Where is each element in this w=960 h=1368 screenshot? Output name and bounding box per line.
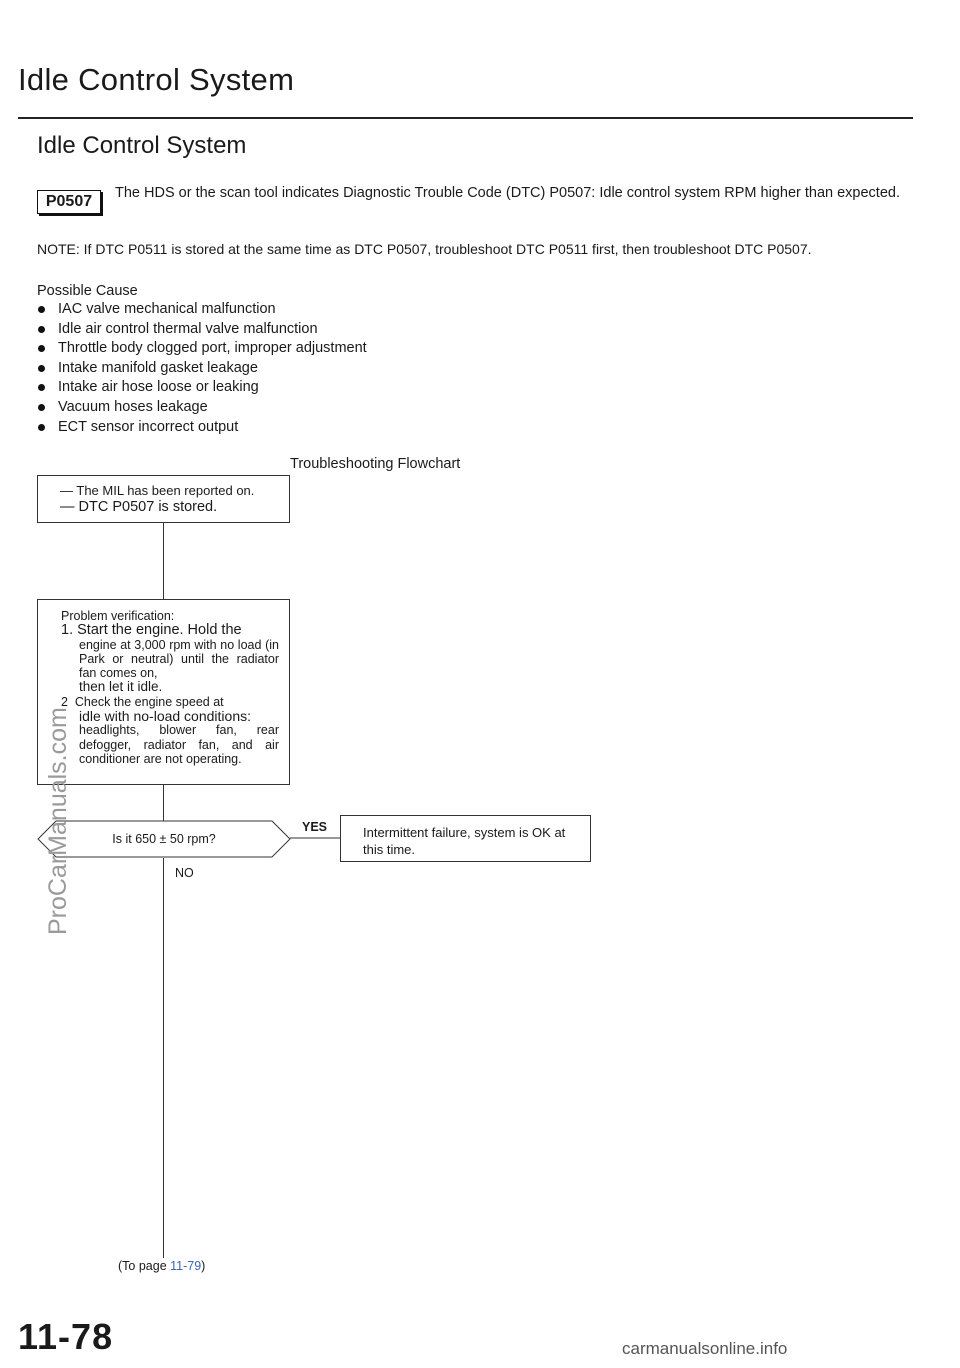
list-item: Intake manifold gasket leakage bbox=[37, 359, 367, 379]
intermittent-failure-text: Intermittent failure, system is OK at this time. bbox=[363, 825, 566, 857]
list-item: Idle air control thermal valve malfunction bbox=[37, 320, 367, 340]
list-item: ECT sensor incorrect output bbox=[37, 418, 367, 438]
to-page-reference bbox=[118, 1259, 205, 1273]
to-page-prefix: (To page bbox=[118, 1259, 171, 1273]
flowchart-start-box bbox=[37, 475, 290, 523]
step-2-text-b: idle with no-load conditions: bbox=[79, 708, 251, 725]
page-number: 11-78 bbox=[18, 1316, 114, 1357]
step-1-text-b: engine at 3,000 rpm with no load (in Park or neutral) until the radiator fan comes on, bbox=[79, 637, 279, 681]
step-2-text-c: headlights, blower fan, rear defogger, radiator fan, and air conditioner are not operating. bbox=[79, 723, 279, 766]
flow-connector bbox=[163, 785, 164, 822]
flow-connector bbox=[163, 523, 164, 599]
list-item: IAC valve mechanical malfunction bbox=[37, 300, 367, 320]
start-condition-mil: — The MIL has been reported on. bbox=[60, 483, 255, 498]
step-2-text-a: Check the engine speed at bbox=[74, 694, 224, 709]
yes-connector bbox=[290, 836, 342, 840]
verification-step-2 bbox=[61, 695, 279, 709]
verification-step-1 bbox=[61, 623, 279, 637]
step-number: 2 bbox=[61, 694, 68, 709]
list-item: Intake air hose loose or leaking bbox=[37, 378, 367, 398]
possible-cause-list bbox=[37, 300, 367, 437]
note-text: NOTE: If DTC P0511 is stored at the same time as DTC P0507, troubleshoot DTC P0511 first, then troubleshoot DTC P0507. bbox=[37, 241, 812, 257]
to-page-link[interactable]: 11-79 bbox=[170, 1259, 202, 1273]
list-item: Vacuum hoses leakage bbox=[37, 398, 367, 418]
footer-site-url: carmanualsonline.info bbox=[622, 1339, 788, 1358]
verification-heading: Problem verification: bbox=[61, 609, 175, 623]
no-connector bbox=[163, 858, 164, 1258]
page-title: Idle Control System bbox=[18, 62, 295, 97]
flowchart-title: Troubleshooting Flowchart bbox=[290, 456, 461, 472]
to-page-suffix: ) bbox=[201, 1259, 206, 1273]
dtc-code-badge: P0507 bbox=[37, 190, 101, 214]
intro-text: The HDS or the scan tool indicates Diagnostic Trouble Code (DTC) P0507: Idle control system RPM higher than expected. bbox=[115, 185, 900, 201]
yes-label: YES bbox=[302, 820, 328, 834]
decision-question: Is it 650 ± 50 rpm? bbox=[112, 832, 216, 846]
problem-verification-box bbox=[37, 599, 290, 785]
possible-cause-heading: Possible Cause bbox=[37, 283, 138, 299]
intermittent-failure-box bbox=[340, 815, 591, 862]
step-1-text-c: then let it idle. bbox=[79, 679, 163, 695]
step-number: 1. bbox=[61, 622, 74, 639]
title-divider bbox=[18, 117, 913, 119]
list-item: Throttle body clogged port, improper adjustment bbox=[37, 339, 367, 359]
section-title: Idle Control System bbox=[37, 132, 247, 159]
start-condition-dtc: — DTC P0507 is stored. bbox=[60, 499, 218, 515]
no-label: NO bbox=[175, 866, 194, 880]
watermark: ProCarManuals.com bbox=[44, 707, 72, 935]
step-1-text-a: Start the engine. Hold the bbox=[77, 622, 242, 639]
